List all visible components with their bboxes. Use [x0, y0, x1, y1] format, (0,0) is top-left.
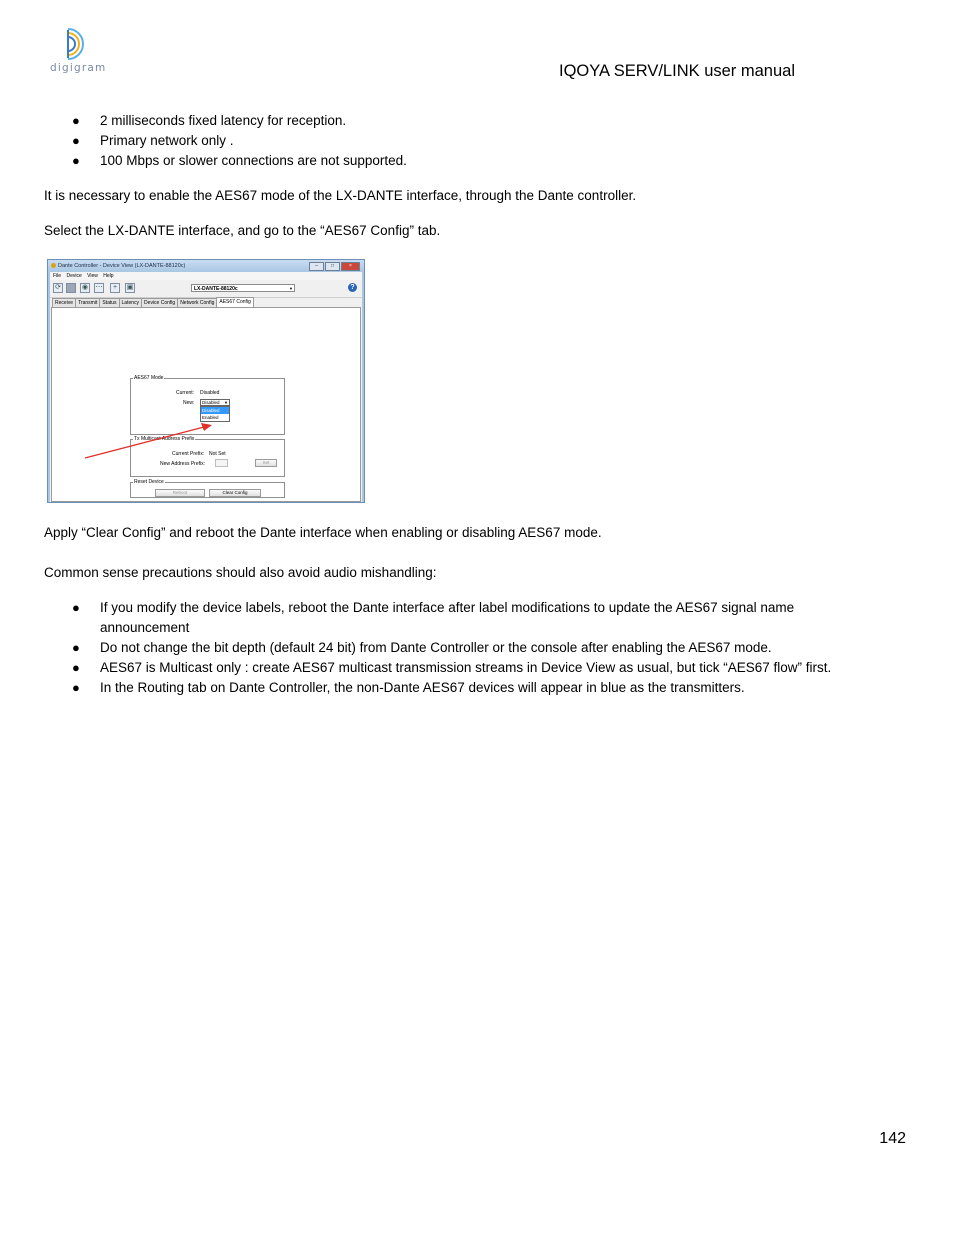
tab-status[interactable]: Status [99, 298, 119, 307]
window-body [50, 272, 362, 502]
bullet-icon: ● [72, 660, 80, 675]
app-icon [51, 263, 56, 268]
menu-view[interactable]: View [87, 273, 98, 279]
window-titlebar [48, 260, 364, 272]
chevron-down-icon: ▼ [224, 400, 228, 405]
add-icon[interactable]: + [110, 283, 120, 293]
reboot-button[interactable]: Reboot [155, 489, 205, 497]
list-item: ● AES67 is Multicast only : create AES67 multicast transmission streams in Device View as usual, but tick “AES67 flow” first. [0, 658, 880, 678]
logo-wordmark: digigram [50, 62, 107, 74]
current-value: Disabled [200, 390, 220, 396]
menu-help[interactable]: Help [103, 273, 114, 279]
tab-network-config[interactable]: Network Config [177, 298, 217, 307]
new-label: New: [183, 400, 195, 406]
bullet-icon: ● [72, 113, 80, 128]
red-arrow-annotation [52, 308, 362, 503]
page-number: 142 [879, 1130, 906, 1147]
list-item: ● In the Routing tab on Dante Controller, the non-Dante AES67 devices will appear in blue as the transmitters. [0, 678, 880, 698]
paragraph-clear-config: Apply “Clear Config” and reboot the Dante interface when enabling or disabling AES67 mode. [44, 525, 602, 540]
tab-transmit[interactable]: Transmit [75, 298, 100, 307]
bullet-icon: ● [72, 680, 80, 695]
tab-receive[interactable]: Receive [52, 298, 76, 307]
device-info-icon[interactable] [66, 283, 76, 293]
aes67-mode-select[interactable]: Disabled ▼ [202, 400, 228, 405]
group-title: Tx Multicast Address Prefix [134, 436, 195, 442]
refresh-icon[interactable]: ⟳ [53, 283, 63, 293]
digigram-logo-icon [50, 26, 112, 62]
bottom-bullet-list [0, 598, 880, 698]
document-title: IQOYA SERV/LINK user manual [559, 62, 795, 80]
chevron-down-icon: ▼ [289, 286, 293, 291]
paragraph-select-interface: Select the LX-DANTE interface, and go to the “AES67 Config” tab. [44, 223, 441, 238]
menu-bar [50, 272, 362, 280]
list-item: ● If you modify the device labels, reboot the Dante interface after label modifications to update the AES67 signal name announcement [72, 600, 795, 635]
tab-latency[interactable]: Latency [119, 298, 143, 307]
network-icon[interactable]: ⋯ [95, 284, 103, 291]
close-icon[interactable]: × [341, 262, 360, 271]
list-item: ● Do not change the bit depth (default 24 bit) from Dante Controller or the console after enabling the AES67 mode. [0, 638, 880, 658]
bullet-icon: ● [72, 640, 80, 655]
set-button[interactable]: Set [255, 459, 277, 467]
current-prefix-label: Current Prefix: [172, 451, 205, 457]
list-item: ● Primary network only . [0, 131, 407, 151]
minimize-icon[interactable]: – [309, 262, 324, 271]
current-prefix-value: Not Set [209, 451, 226, 457]
group-title: AES67 Mode [134, 375, 164, 381]
maximize-icon[interactable]: □ [325, 262, 340, 271]
bullet-icon: ● [72, 133, 80, 148]
identify-icon[interactable]: ◉ [81, 284, 89, 291]
list-item: ● 2 milliseconds fixed latency for reception. [0, 111, 407, 131]
lock-icon[interactable]: ▣ [126, 284, 134, 291]
clear-config-button[interactable]: Clear Config [209, 489, 261, 497]
group-title: Reset Device [134, 479, 164, 485]
bullet-icon: ● [72, 600, 80, 615]
menu-file[interactable]: File [53, 273, 62, 279]
paragraph-precautions: Common sense precautions should also avoid audio mishandling: [44, 565, 437, 580]
current-label: Current: [176, 390, 195, 396]
help-icon[interactable]: ? [348, 283, 357, 292]
window-controls [309, 262, 360, 271]
toolbar [50, 280, 362, 298]
top-bullet-list [0, 111, 407, 171]
new-prefix-label: New Address Prefix: [160, 461, 206, 467]
dante-controller-screenshot [47, 259, 365, 503]
device-select[interactable]: LX-DANTE-88120c ▼ [191, 284, 295, 292]
option-enabled[interactable]: Enabled [202, 415, 219, 420]
option-disabled[interactable]: Disabled [201, 407, 229, 414]
bullet-icon: ● [72, 153, 80, 168]
aes67-config-panel [51, 307, 361, 502]
tab-bar [50, 298, 253, 307]
tab-aes67-config[interactable]: AES67 Config [216, 297, 253, 307]
paragraph-enable-aes67: It is necessary to enable the AES67 mode of the LX-DANTE interface, through the Dante controller. [44, 188, 637, 203]
list-item: ● 100 Mbps or slower connections are not supported. [0, 151, 407, 171]
window-title: Dante Controller - Device View (LX-DANTE-88120c) [58, 263, 186, 269]
digigram-logo [50, 26, 112, 78]
menu-device[interactable]: Device [66, 273, 82, 279]
tab-device-config[interactable]: Device Config [141, 298, 178, 307]
